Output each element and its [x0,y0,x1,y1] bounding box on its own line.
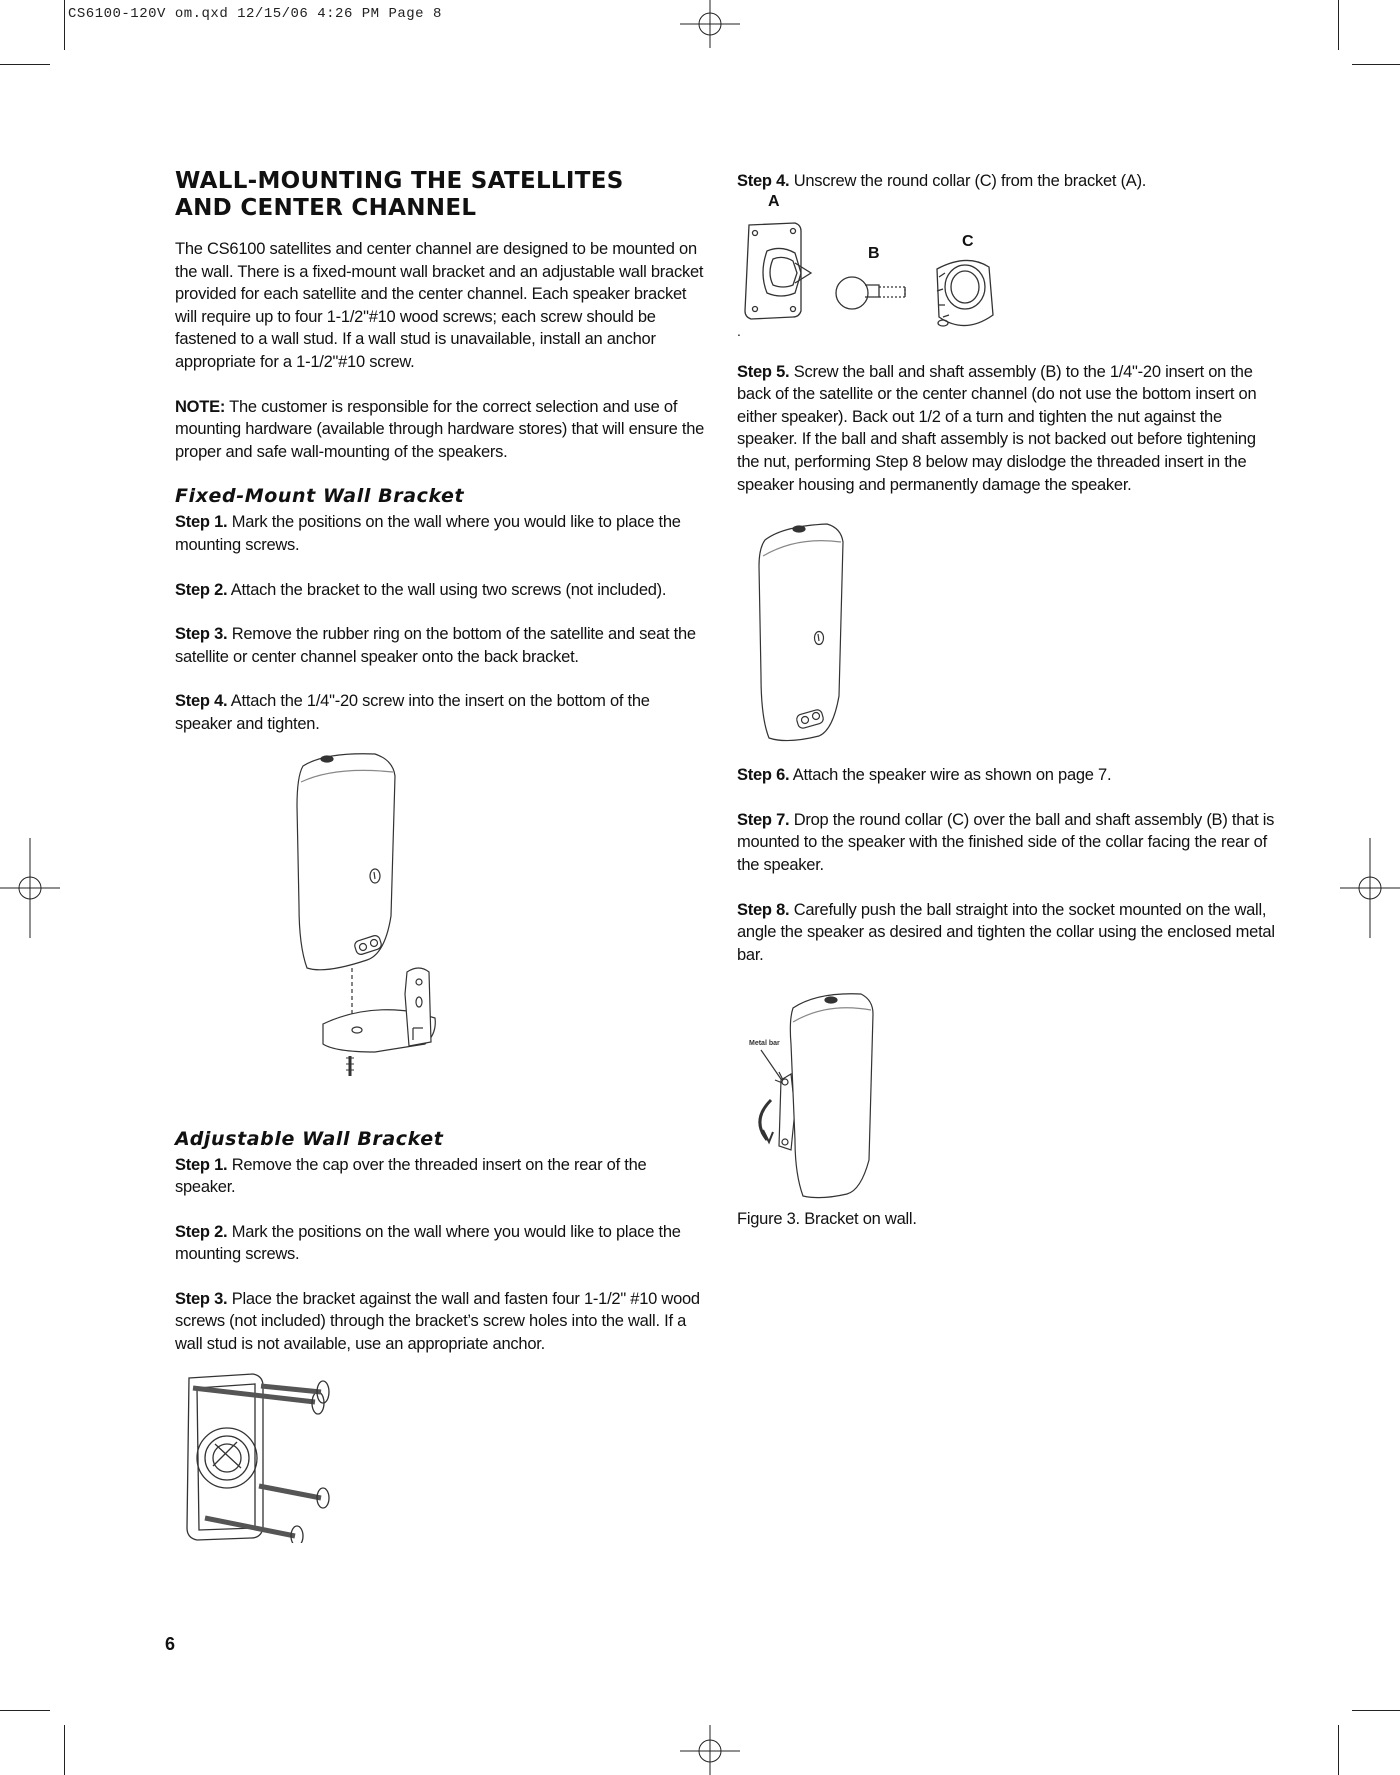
crop-mark [64,1725,65,1775]
parts-illustration [737,193,1277,343]
printer-slug: CS6100-120V om.qxd 12/15/06 4:26 PM Page 8 [68,6,442,22]
right-step-6: Step 6. Attach the speaker wire as shown on page 7. [737,766,1112,785]
figure-caption: Figure 3. Bracket on wall. [737,1210,917,1229]
adjustable-step-1: Step 1. Remove the cap over the threaded insert on the rear of the speaker. [175,1155,647,1197]
fixed-mount-heading: Fixed-Mount Wall Bracket [175,485,465,508]
speaker-rear-illustration [737,506,1277,746]
fixed-step-2: Step 2. Attach the bracket to the wall using two screws (not included). [175,580,667,599]
page-number: 6 [165,1634,176,1654]
intro-paragraph: The CS6100 satellites and center channel are designed to be mounted on the wall. There is a fixed-mount wall bracket and an adjustable wall bracket provided for each satellite and the center channel. Each speaker bracket will require up to four 1-1/2"#10 wood screws; each screw should be fastened to a wall stud. If a wall stud is unavailable, install an anchor appropriate for a 1-1/2"#10 screw. [175,240,704,371]
adjustable-step-3: Step 3. Place the bracket against the wall and fasten four 1-1/2" #10 wood screws (not included) through the bracket’s screw holes into the wall. If a wall stud is not available, use an appropriate anchor. [175,1289,700,1354]
bracket-on-wall-icon [737,980,1277,1202]
note-label: NOTE: [175,397,226,416]
note-text: The customer is responsible for the correct selection and use of mounting hardware (available through hardware stores) that will ensure the proper and safe wall-mounting of the speakers. [175,397,705,461]
crop-mark [1352,64,1400,65]
crop-mark [0,64,50,65]
registration-mark-icon [680,1725,740,1775]
metal-bar-label: Metal bar [749,1040,780,1048]
crop-mark [1338,1725,1339,1775]
right-step-8: Step 8. Carefully push the ball straight into the socket mounted on the wall, angle the speaker as desired and tighten the collar using the enclosed metal bar. [737,900,1275,964]
crop-mark [0,1710,50,1711]
registration-mark-icon [0,838,60,938]
right-step-7: Step 7. Drop the round collar (C) over the ball and shaft assembly (B) that is mounted to the speaker with the finished side of the collar facing the rear of the speaker. [737,810,1275,874]
fixed-step-4: Step 4. Attach the 1/4"-20 screw into the insert on the bottom of the speaker and tighten. [175,692,650,733]
crop-mark [64,0,65,50]
adjustable-step-2: Step 2. Mark the positions on the wall where you would like to place the mounting screws. [175,1222,681,1264]
left-column [175,168,705,1543]
note-paragraph [175,396,705,464]
crop-mark [1338,0,1339,50]
crop-mark [1352,1710,1400,1711]
page-title: WALL-MOUNTING THE SATELLITES AND CENTER CHANNEL [175,168,624,221]
registration-mark-icon [680,0,740,48]
stray-period: . [737,322,741,339]
fixed-mount-illustration [175,746,705,1116]
bracket-on-wall-figure [737,980,1277,1202]
bracket-ball-collar-icon [737,193,1277,343]
part-label-a: A [768,192,780,210]
right-column [737,170,1277,1253]
fixed-step-3: Step 3. Remove the rubber ring on the bottom of the satellite and seat the satellite or center channel speaker onto the back bracket. [175,625,696,666]
part-label-c: C [962,232,974,250]
adjustable-bracket-illustration [175,1368,375,1543]
part-label-b: B [868,244,880,262]
adjustable-heading: Adjustable Wall Bracket [175,1127,444,1150]
registration-mark-icon [1340,838,1400,938]
right-step-4: Step 4. Unscrew the round collar (C) from the bracket (A). [737,172,1147,190]
fixed-step-1: Step 1. Mark the positions on the wall where you would like to place the mounting screws. [175,513,681,554]
right-step-5: Step 5. Screw the ball and shaft assembly (B) to the 1/4"-20 insert on the back of the satellite or the center channel (do not use the bottom insert on either speaker). Back out 1/2 of a turn and tighten the nut against the speaker. If the ball and shaft assembly is not backed out before tightening the nut, performing Step 8 below may dislodge the threaded insert in the speaker housing and permanently damage the speaker. [737,362,1257,494]
